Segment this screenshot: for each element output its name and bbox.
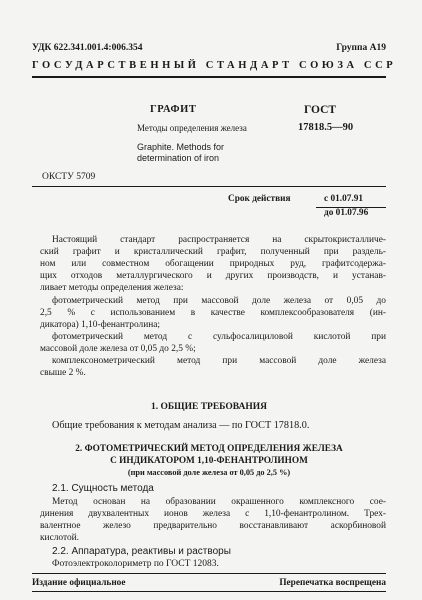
text-line: ном или совместном обогащении природных руд, графитсодержа-	[40, 259, 386, 270]
validity-label: Срок действия	[228, 194, 291, 204]
group-code: Группа А19	[336, 43, 386, 53]
section-1-heading: 1. ОБЩИЕ ТРЕБОВАНИЯ	[150, 402, 268, 412]
subsection-2-1-text	[40, 496, 386, 544]
text-line: комплексонометрический метод при массовой доле железа	[52, 356, 386, 366]
text-line: фотометрический метод с сульфосалициловой кислотой при	[52, 332, 386, 342]
section-2-heading-line3: (при массовой доле железа от 0,05 до 2,5 %)	[127, 468, 291, 477]
method-2	[40, 331, 386, 355]
section-2-heading-line2: С ИНДИКАТОРОМ 1,10-ФЕНАНТРОЛИНОМ	[110, 456, 308, 466]
subsection-2-1-title: 2.1. Сущность метода	[52, 483, 154, 494]
text-line: свыше 2 %.	[40, 368, 86, 379]
section-1-text: Общие требования к методам анализа — по ГОСТ 17818.0.	[52, 420, 310, 431]
text-line: кислотой.	[40, 533, 79, 544]
text-line: динения двухвалентных ионов железа с 1,10-фенантролином. Трех-	[40, 509, 386, 520]
udk-code: УДК 622.341.001.4:006.354	[32, 43, 143, 53]
validity-from: с 01.07.91	[324, 194, 363, 204]
text-line: ливает методы определения железа:	[40, 283, 184, 294]
title-ru: ГРАФИТ	[150, 104, 197, 115]
okstu-rule	[32, 186, 386, 187]
text-line: Метод основан на образовании окрашенного комплексного сое-	[52, 497, 386, 507]
gost-label: ГОСТ	[304, 104, 337, 116]
method-3	[40, 355, 386, 379]
gost-number: 17818.5—90	[298, 122, 354, 133]
footer-no-reprint: Перепечатка воспрещена	[279, 578, 386, 588]
state-standard-banner: ГОСУДАРСТВЕННЫЙ СТАНДАРТ СОЮЗА ССР	[32, 60, 397, 71]
intro-paragraph	[40, 234, 386, 294]
title-en-line1: Graphite. Methods for	[137, 142, 225, 152]
footer-rule	[32, 573, 386, 574]
subtitle-ru: Методы определения железа	[137, 123, 247, 133]
text-line: валентное железо предварительно восстанавливают аскорбиновой	[40, 521, 386, 532]
subsection-2-2-text: Фотоэлектроколориметр по ГОСТ 12083.	[52, 559, 219, 569]
text-line: массовой доле железа от 0,05 до 2,5 %;	[40, 344, 196, 355]
footer-official: Издание официальное	[32, 578, 126, 588]
title-en-line2: determination of iron	[137, 153, 220, 163]
header-rule	[32, 76, 386, 78]
subsection-2-2-title: 2.2. Аппаратура, реактивы и растворы	[52, 546, 231, 557]
footer-bottom-rule	[32, 591, 386, 592]
okstu-code: ОКСТУ 5709	[42, 172, 96, 182]
text-line: Настоящий стандарт распространяется на скрытокристалличе-	[52, 235, 386, 245]
text-line: ский графит и кристаллический графит, полученный при раздель-	[40, 247, 386, 258]
text-line: фотометрический метод при массовой доле железа от 0,05 до	[52, 296, 386, 306]
validity-to: до 01.07.96	[324, 208, 369, 218]
text-line: 2,5 % с использованием в качестве комплексообразователя (ин-	[40, 308, 386, 319]
text-line: щих отходов металлургического и других производств, и устанав-	[40, 271, 386, 282]
section-2-heading-line1: 2. ФОТОМЕТРИЧЕСКИЙ МЕТОД ОПРЕДЕЛЕНИЯ ЖЕЛЕЗА	[75, 444, 343, 454]
text-line: дикатора) 1,10-фенантролина;	[40, 320, 160, 331]
method-1	[40, 295, 386, 331]
